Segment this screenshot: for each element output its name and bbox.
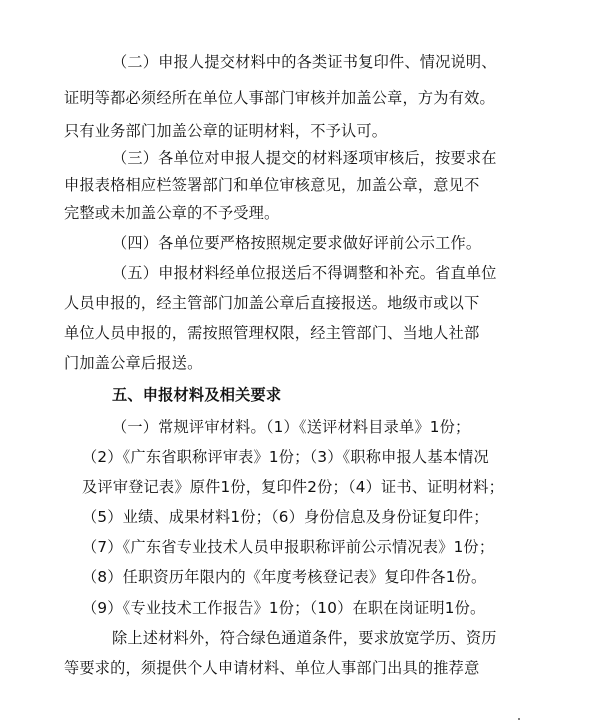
paragraph-line: （二）申报人提交材料中的各类证书复印件、情况说明、 [112, 53, 497, 71]
paragraph-line: 除上述材料外，符合绿色通道条件，要求放宽学历、资历 [112, 629, 497, 647]
paragraph-line: 人员申报的，经主管部门加盖公章后直接报送。地级市或以下 [64, 294, 480, 312]
paragraph-line: 申报表格相应栏签署部门和单位审核意见，加盖公章，意见不 [64, 176, 480, 194]
paragraph-line: 证明等都必须经所在单位人事部门审核并加盖公章，方为有效。 [64, 89, 495, 107]
paragraph-line: （三）各单位对申报人提交的材料逐项审核后，按要求在 [112, 149, 497, 167]
paragraph-line: 等要求的，须提供个人申请材料、单位人事部门出具的推荐意 [64, 659, 480, 677]
paragraph-line: （5）业绩、成果材料1份；（6）身份信息及身份证复印件； [82, 508, 489, 526]
paragraph-line: 单位人员申报的，需按照管理权限，经主管部门、当地人社部 [64, 324, 480, 342]
paragraph-line: 只有业务部门加盖公章的证明材料，不予认可。 [64, 122, 388, 140]
paragraph-line: （2）《广东省职称评审表》1份；（3）《职称申报人基本情况 [82, 448, 489, 466]
paragraph-line: （8）任职资历年限内的《年度考核登记表》复印件各1份。 [82, 568, 487, 586]
paragraph-line: （五）申报材料经单位报送后不得调整和补充。省直单位 [112, 264, 497, 282]
paragraph-line: 及评审登记表》原件1份，复印件2份；（4）证书、证明材料； [82, 478, 505, 496]
scan-speck [518, 718, 520, 720]
paragraph-line: （一）常规评审材料。（1）《送评材料目录单》1份； [112, 418, 471, 436]
paragraph-line: 门加盖公章后报送。 [64, 354, 203, 372]
paragraph-line: 完整或未加盖公章的不予受理。 [64, 204, 280, 222]
section-heading: 五、申报材料及相关要求 [112, 386, 282, 404]
paragraph-line: （四）各单位要严格按照规定要求做好评前公示工作。 [112, 234, 482, 252]
paragraph-line: （9）《专业技术工作报告》1份；（10）在职在岗证明1份。 [82, 599, 486, 617]
paragraph-line: （7）《广东省专业技术人员申报职称评前公示情况表》1份； [82, 538, 495, 556]
